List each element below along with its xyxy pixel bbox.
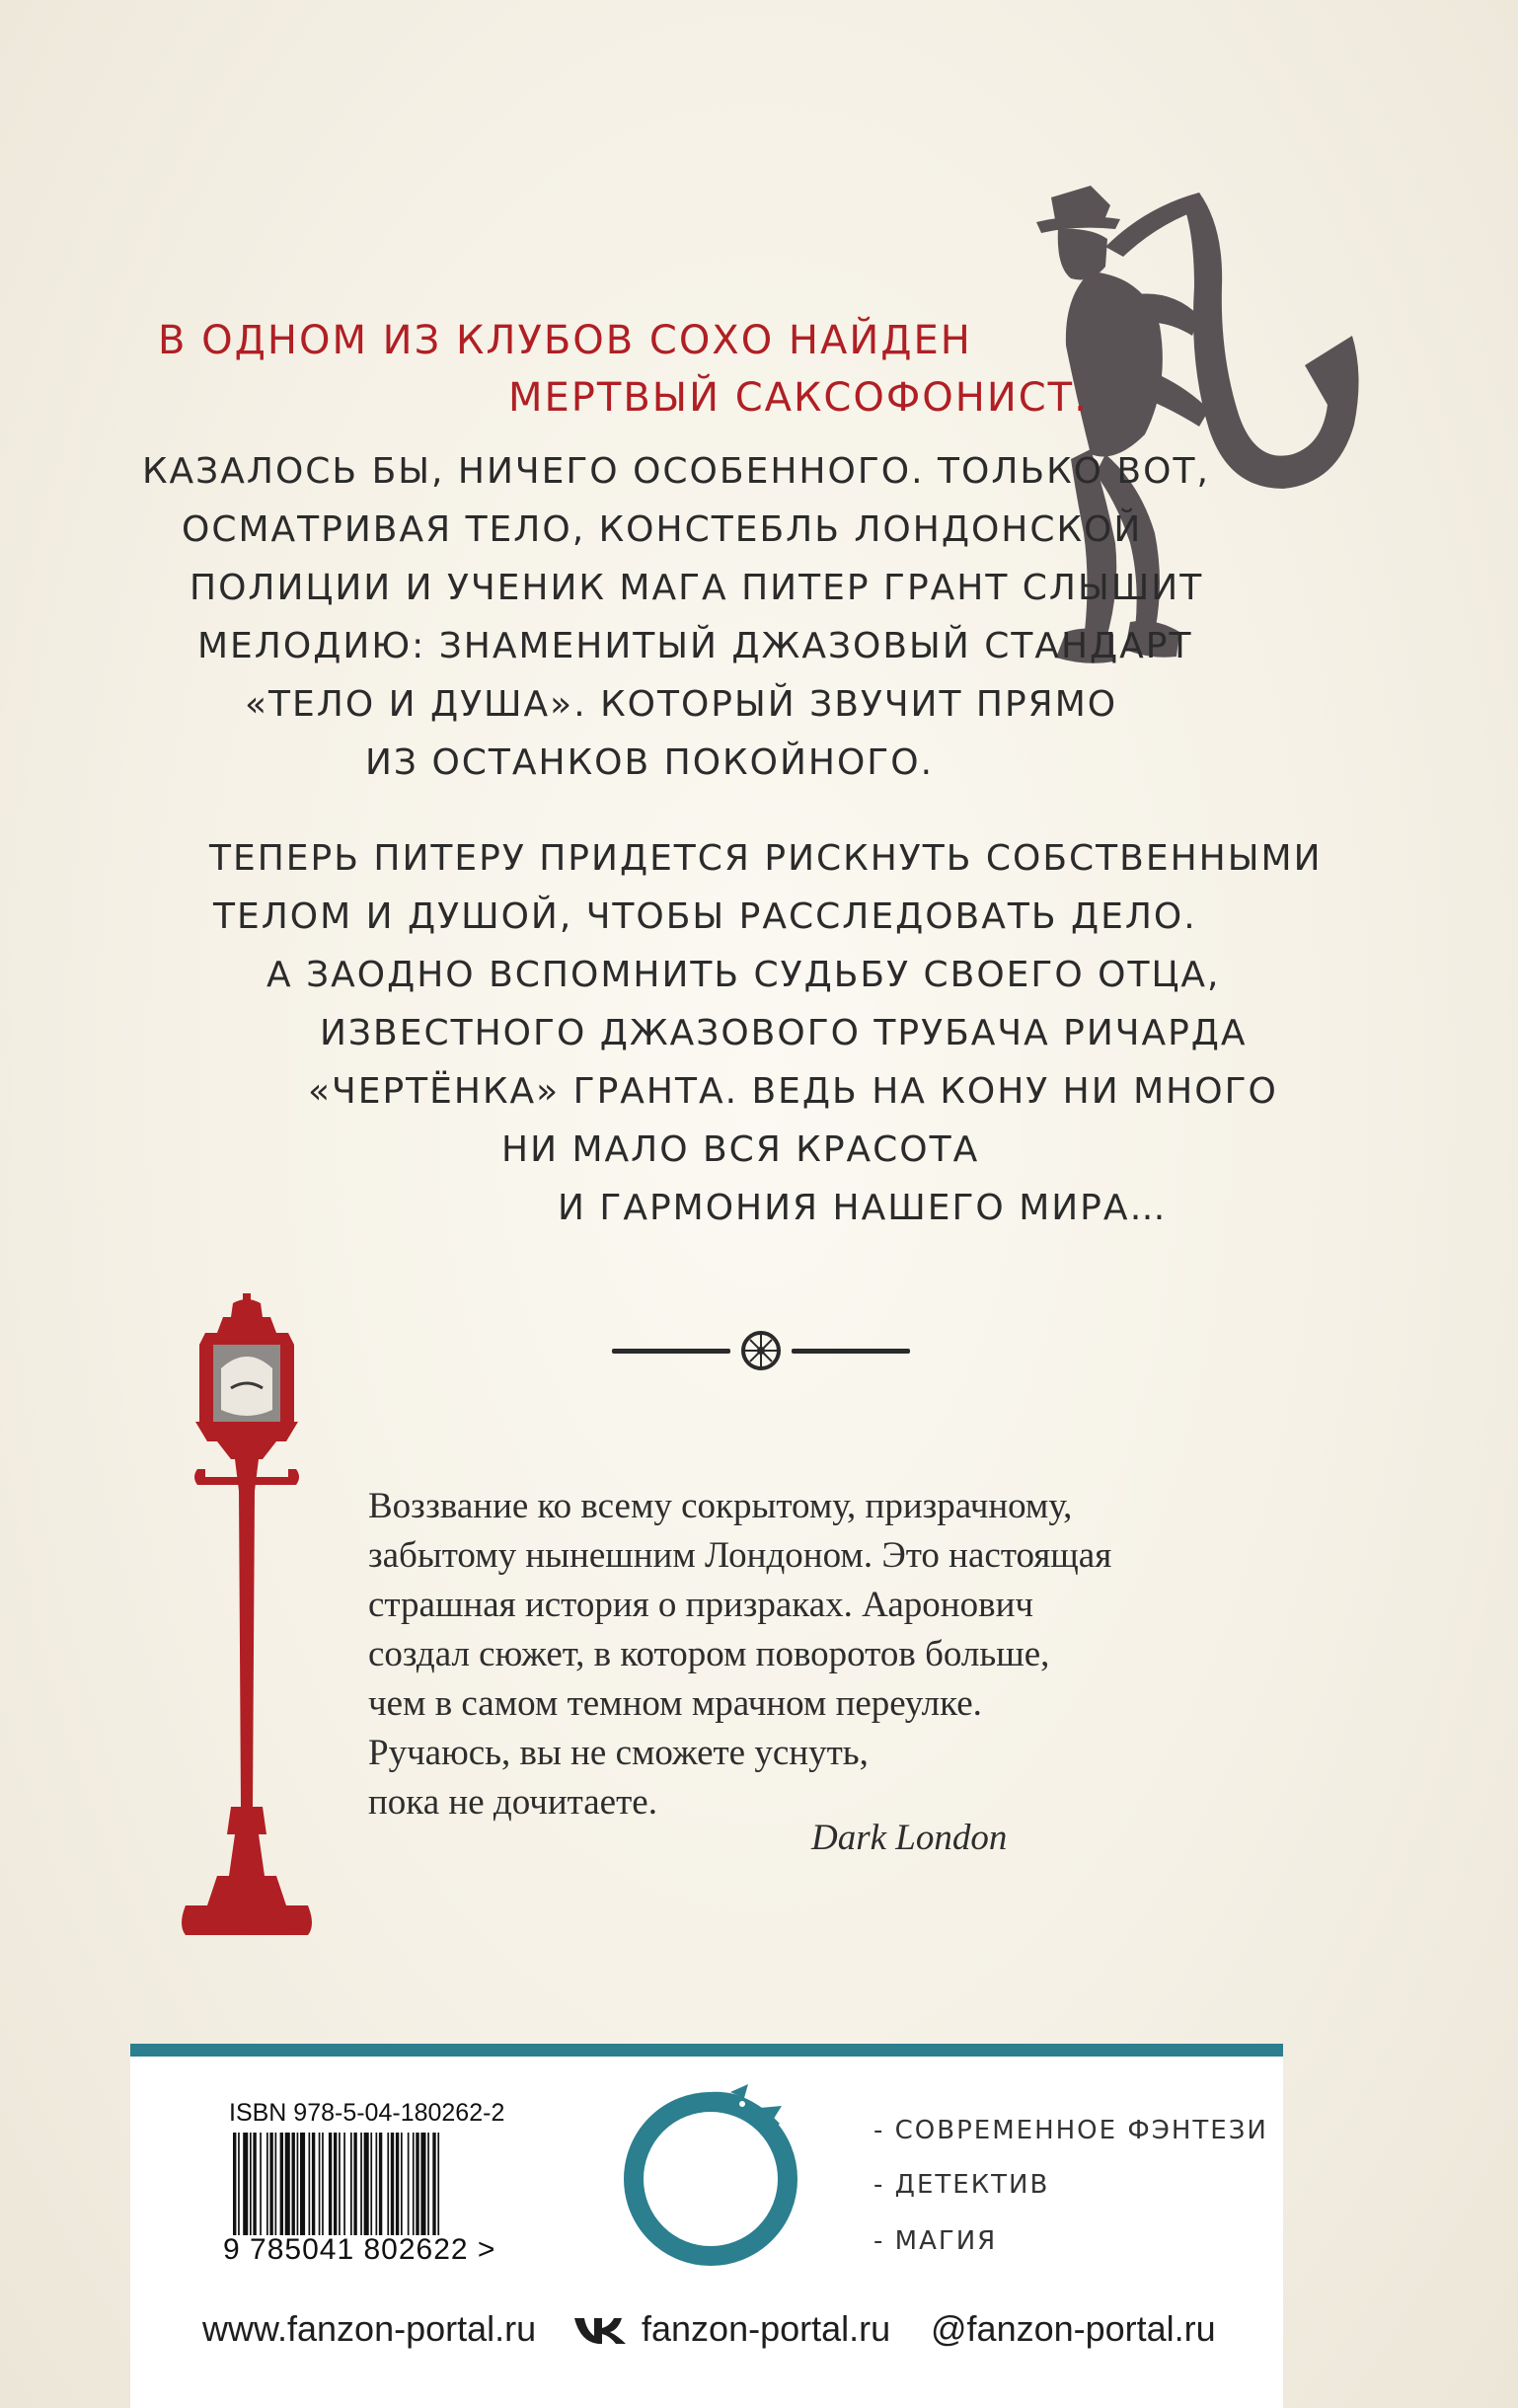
blurb2-line-1: ТЕПЕРЬ ПИТЕРУ ПРИДЕТСЯ РИСКНУТЬ СОБСТВЕННЫМИ <box>209 838 1323 879</box>
divider-right-bar <box>792 1349 910 1354</box>
genre-detective: - ДЕТЕКТИВ <box>873 2170 1050 2200</box>
genre-magic: - МАГИЯ <box>873 2226 998 2256</box>
vk-logo-icon[interactable] <box>572 2314 628 2346</box>
review-line-6: Ручаюсь, вы не сможете уснуть, <box>368 1733 869 1773</box>
ornament-divider-icon <box>738 1328 784 1373</box>
footer-accent-bar <box>130 2044 1283 2057</box>
blurb2-line-3: А ЗАОДНО ВСПОМНИТЬ СУДЬБУ СВОЕГО ОТЦА, <box>266 955 1221 995</box>
barcode-digits: 9 785041 802622 > <box>223 2233 496 2266</box>
lead-line-2: МЕРТВЫЙ САКСОФОНИСТ. <box>508 375 1089 421</box>
blurb2-line-4: ИЗВЕСТНОГО ДЖАЗОВОГО ТРУБАЧА РИЧАРДА <box>320 1013 1248 1053</box>
isbn-label: ISBN 978-5-04-180262-2 <box>229 2099 505 2127</box>
blurb1-line-4: МЕЛОДИЮ: ЗНАМЕНИТЫЙ ДЖАЗОВЫЙ СТАНДАРТ <box>197 626 1193 666</box>
street-lamp-icon <box>178 1293 316 1945</box>
website-link[interactable]: www.fanzon-portal.ru <box>202 2308 537 2349</box>
blurb1-line-3: ПОЛИЦИИ И УЧЕНИК МАГА ПИТЕР ГРАНТ СЛЫШИТ <box>190 568 1204 608</box>
review-line-1: Воззвание ко всему сокрытому, призрачному, <box>368 1486 1073 1526</box>
divider-left-bar <box>612 1349 730 1354</box>
blurb1-line-2: ОСМАТРИВАЯ ТЕЛО, КОНСТЕБЛЬ ЛОНДОНСКОЙ <box>182 509 1143 550</box>
blurb2-line-7: И ГАРМОНИЯ НАШЕГО МИРА… <box>558 1188 1168 1228</box>
blurb1-line-5: «ТЕЛО И ДУША». КОТОРЫЙ ЗВУЧИТ ПРЯМО <box>245 684 1118 725</box>
review-source: Dark London <box>811 1818 1008 1858</box>
genre-fantasy: - СОВРЕМЕННОЕ ФЭНТЕЗИ <box>873 2116 1268 2145</box>
review-line-4: создал сюжет, в котором поворотов больше, <box>368 1634 1050 1674</box>
blurb2-line-6: НИ МАЛО ВСЯ КРАСОТА <box>501 1129 980 1170</box>
barcode <box>229 2133 555 2241</box>
lead-line-1: В ОДНОМ ИЗ КЛУБОВ СОХО НАЙДЕН <box>158 318 972 363</box>
review-line-2: забытому нынешним Лондоном. Это настоящая <box>368 1535 1112 1576</box>
blurb2-line-5: «ЧЕРТЁНКА» ГРАНТА. ВЕДЬ НА КОНУ НИ МНОГО <box>308 1071 1278 1112</box>
blurb1-line-1: КАЗАЛОСЬ БЫ, НИЧЕГО ОСОБЕННОГО. ТОЛЬКО ВОТ, <box>142 451 1210 492</box>
review-line-7: пока не дочитаете. <box>368 1782 657 1823</box>
ouroboros-dragon-logo <box>612 2078 809 2276</box>
blurb2-line-2: ТЕЛОМ И ДУШОЙ, ЧТОБЫ РАССЛЕДОВАТЬ ДЕЛО. <box>213 896 1197 937</box>
review-line-3: страшная история о призраках. Ааронович <box>368 1585 1033 1625</box>
vk-link[interactable]: fanzon-portal.ru <box>642 2308 891 2349</box>
review-line-5: чем в самом темном мрачном переулке. <box>368 1683 982 1724</box>
blurb1-line-6: ИЗ ОСТАНКОВ ПОКОЙНОГО. <box>365 742 935 783</box>
social-handle[interactable]: @fanzon-portal.ru <box>931 2308 1216 2349</box>
